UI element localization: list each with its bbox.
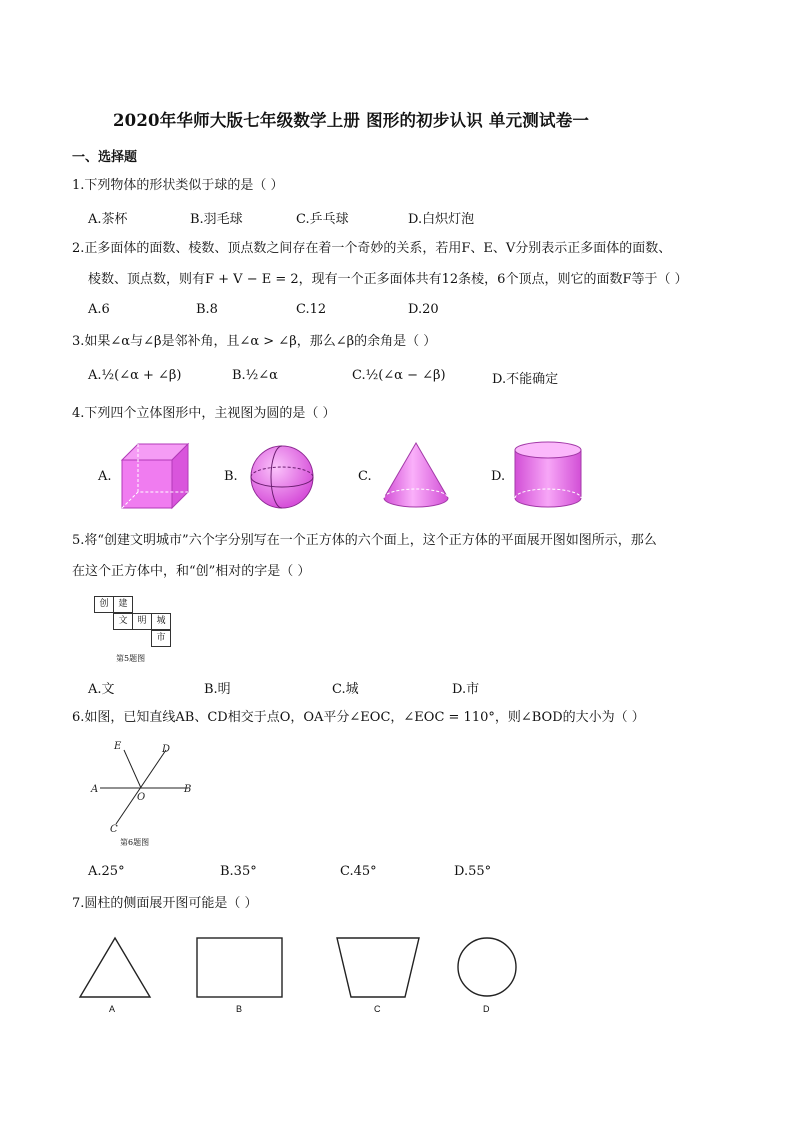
q5-option-b[interactable]: B.明 xyxy=(204,682,231,697)
question-7: 7.圆柱的侧面展开图可能是（ ） xyxy=(72,896,258,911)
q7-label-b: B xyxy=(236,1004,243,1014)
point-a-label: A xyxy=(91,784,99,795)
cylinder-figure xyxy=(512,440,584,510)
q6-option-c[interactable]: C.45° xyxy=(340,864,377,879)
q4-label-b[interactable]: B. xyxy=(224,469,238,484)
point-b-label: B xyxy=(184,784,192,795)
q2-option-d[interactable]: D.20 xyxy=(408,302,439,317)
point-d-label: D xyxy=(162,744,171,755)
q7-label-d: D xyxy=(483,1004,490,1014)
q6-option-a[interactable]: A.25° xyxy=(88,864,125,879)
q3-option-a[interactable]: A.½(∠α + ∠β) xyxy=(88,368,182,383)
q1-option-d[interactable]: D.白炽灯泡 xyxy=(408,212,475,227)
q3-option-b[interactable]: B.½∠α xyxy=(232,368,278,383)
point-e-label: E xyxy=(114,741,122,752)
net-cell-5: 城 xyxy=(151,613,171,630)
cube-figure xyxy=(118,440,192,512)
question-1 xyxy=(72,176,284,196)
q4-label-c[interactable]: C. xyxy=(358,469,372,484)
q2-option-b[interactable]: B.8 xyxy=(196,302,218,317)
circle-figure[interactable] xyxy=(456,936,520,1000)
question-4: 4.下列四个立体图形中，主视图为圆的是（ ） xyxy=(72,406,336,421)
q7-label-a: A xyxy=(109,1004,116,1014)
question-3: 3.如果∠α与∠β是邻补角，且∠α > ∠β，那么∠β的余角是（ ） xyxy=(72,334,437,349)
cone-figure xyxy=(381,440,451,510)
point-c-label: C xyxy=(110,824,118,835)
question-5-line-1: 5.将“创建文明城市”六个字分别写在一个正方体的六个面上，这个正方体的平面展开图如图所示，那么 xyxy=(72,533,657,548)
figure-5-caption: 第5题图 xyxy=(116,654,146,663)
q1-option-a[interactable]: A.茶杯 xyxy=(88,212,128,227)
q5-option-a[interactable]: A.文 xyxy=(88,682,115,697)
q1-option-c[interactable]: C.乒乓球 xyxy=(296,212,349,227)
q6-option-d[interactable]: D.55° xyxy=(454,864,492,879)
q1-option-b[interactable]: B.羽毛球 xyxy=(190,212,243,227)
q2-option-a[interactable]: A.6 xyxy=(88,302,110,317)
question-1-text: 1.下列物体的形状类似于球的是（ ） xyxy=(72,178,284,193)
net-cell-4: 明 xyxy=(132,613,152,630)
q4-label-d[interactable]: D. xyxy=(491,469,506,484)
question-2-line-1: 2.正多面体的面数、棱数、顶点数之间存在着一个奇妙的关系，若用F、E、V分别表示正多面体的面数、 xyxy=(72,241,672,256)
point-o-label: O xyxy=(137,792,146,803)
q7-label-c: C xyxy=(374,1004,381,1014)
page-title: 2020年华师大版七年级数学上册 图形的初步认识 单元测试卷一 xyxy=(113,111,590,130)
rectangle-figure[interactable] xyxy=(196,936,284,1000)
q2-option-c[interactable]: C.12 xyxy=(296,302,327,317)
triangle-figure[interactable] xyxy=(78,936,152,1000)
net-cell-1: 创 xyxy=(94,596,114,613)
figure-6-caption: 第6题图 xyxy=(120,838,150,847)
question-5-line-2: 在这个正方体中，和“创”相对的字是（ ） xyxy=(72,564,311,579)
q3-option-c[interactable]: C.½(∠α − ∠β) xyxy=(352,368,446,383)
trapezoid-figure[interactable] xyxy=(335,936,421,1000)
q5-option-c[interactable]: C.城 xyxy=(332,682,359,697)
net-cell-2: 建 xyxy=(113,596,133,613)
net-cell-3: 文 xyxy=(113,613,133,630)
q4-label-a[interactable]: A. xyxy=(98,469,112,484)
section-heading: 一、选择题 xyxy=(72,150,138,165)
net-cell-6: 市 xyxy=(151,630,171,647)
question-6: 6.如图，已知直线AB、CD相交于点O，OA平分∠EOC，∠EOC = 110°，则∠BOD的大小为（ ） xyxy=(72,710,645,725)
question-2-line-2: 棱数、顶点数，则有F + V − E = 2，现有一个正多面体共有12条棱，6个顶点，则它的面数F等于（ ） xyxy=(88,272,688,287)
sphere-figure xyxy=(248,443,316,511)
q5-option-d[interactable]: D.市 xyxy=(452,682,480,697)
q6-option-b[interactable]: B.35° xyxy=(220,864,257,879)
q3-option-d[interactable]: D.不能确定 xyxy=(492,372,559,387)
intersecting-lines-figure xyxy=(86,738,206,848)
